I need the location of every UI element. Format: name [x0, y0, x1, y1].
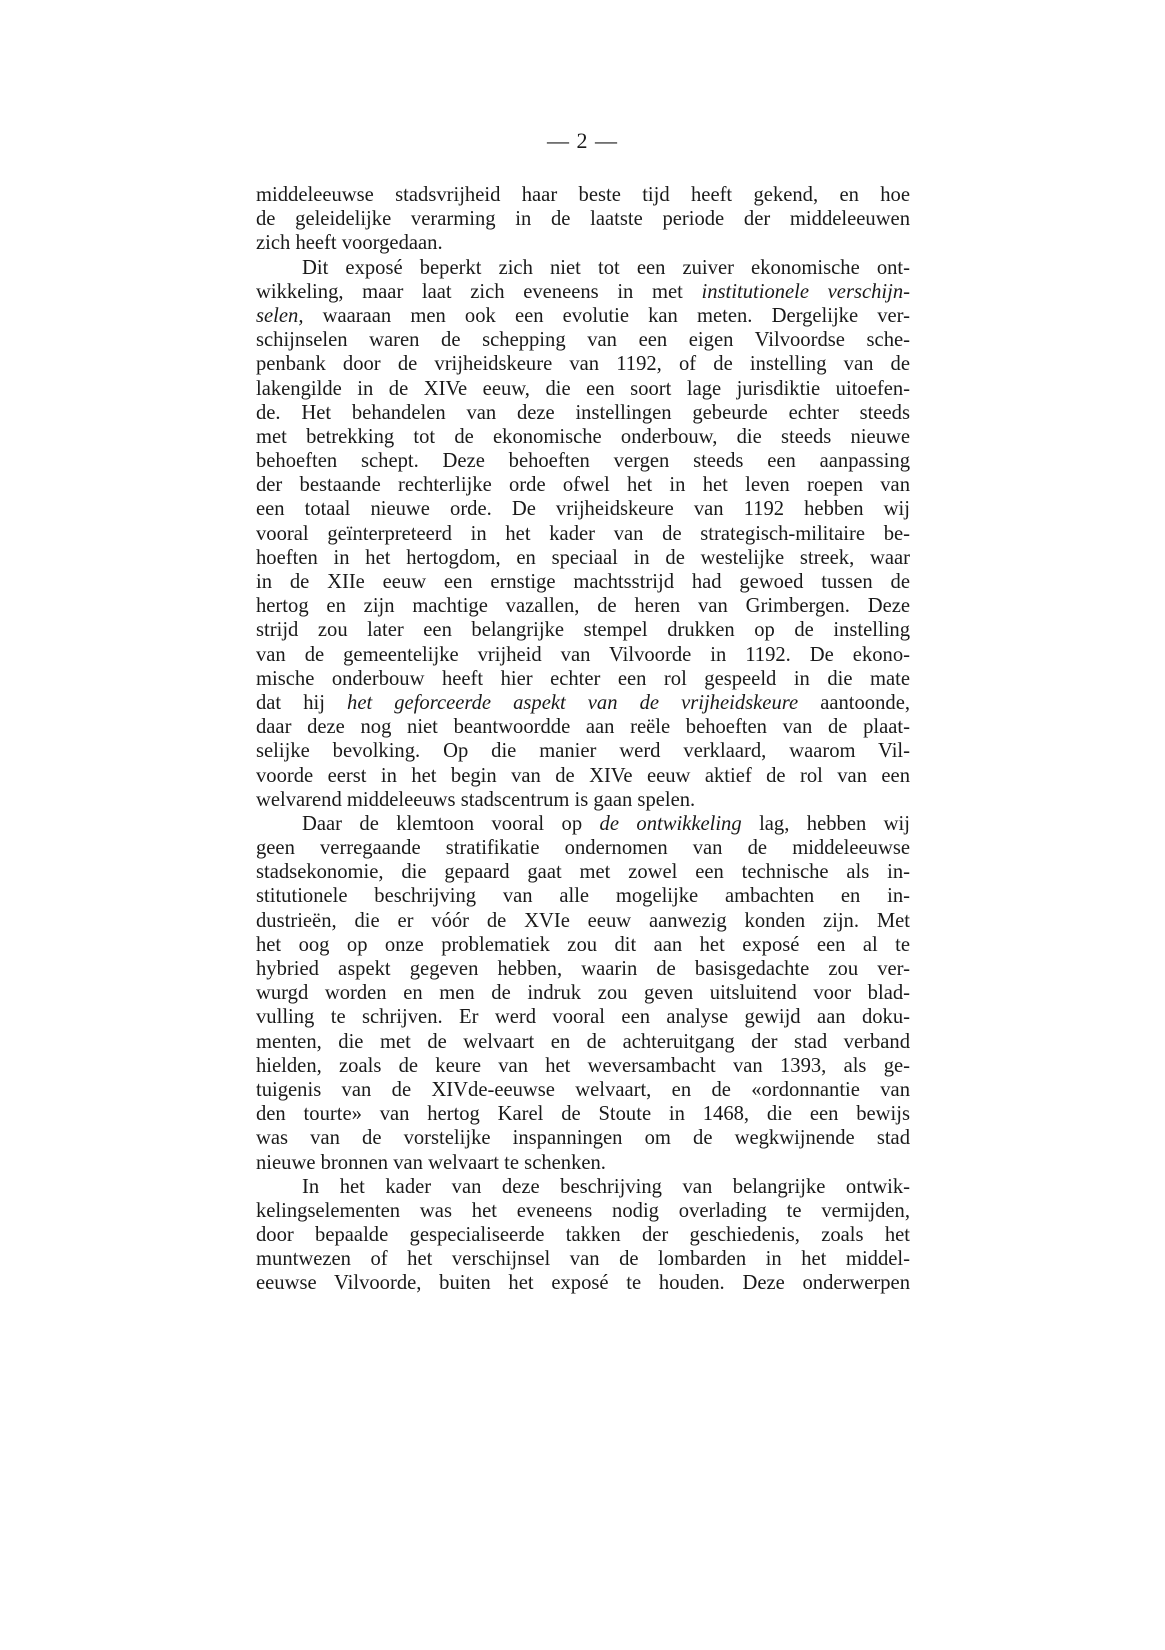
text-segment: Daar de klemtoon vooral op	[302, 812, 583, 835]
text-line: dustrieën, die er vóór de XVIe eeuw aanwezig konden zijn. Met	[256, 909, 910, 932]
text-line: door bepaalde gespecialiseerde takken der geschiedenis, zoals het	[256, 1224, 910, 1247]
text-line: schijnselen waren de schepping van een eigen Vilvoordse sche-	[256, 329, 910, 352]
text-line: vooral geïnterpreteerd in het kader van de strategisch-militaire be-	[256, 522, 910, 545]
body-text	[256, 183, 910, 1296]
text-line: daar deze nog niet beantwoordde aan reële behoeften van de plaat-	[256, 716, 910, 739]
text-line	[256, 280, 910, 304]
text-line: met betrekking tot de ekonomische onderbouw, die steeds nieuwe	[256, 425, 910, 448]
text-line	[256, 812, 910, 836]
paragraph-4	[256, 1175, 910, 1296]
italic-term: de ontwikkeling	[599, 812, 742, 835]
text-line: hoeften in het hertogdom, en speciaal in de westelijke streek, waar	[256, 546, 910, 569]
text-line: de geleidelijke verarming in de laatste periode der middeleeuwen	[256, 208, 910, 231]
text-line: mische onderbouw heeft hier echter een rol gespeeld in die mate	[256, 667, 910, 690]
text-line: de. Het behandelen van deze instellingen gebeurde echter steeds	[256, 401, 910, 424]
text-line: stitutionele beschrijving van alle mogelijke ambachten en in-	[256, 885, 910, 908]
italic-term: selen,	[256, 304, 304, 327]
text-line: nieuwe bronnen van welvaart te schenken.	[256, 1151, 606, 1174]
text-line: hybried aspekt gegeven hebben, waarin de basisgedachte zou ver-	[256, 958, 910, 980]
italic-term: het geforceerde aspekt van de vrijheidskeure	[347, 691, 799, 714]
text-line: eeuwse Vilvoorde, buiten het exposé te houden. Deze onderwerpen	[256, 1272, 910, 1295]
text-segment: wikkeling, maar laat zich eveneens in met	[256, 280, 683, 303]
text-line	[256, 691, 910, 715]
text-segment: aantoonde,	[820, 691, 910, 714]
text-line: welvarend middeleeuws stadscentrum is gaan spelen.	[256, 788, 696, 811]
text-line: geen verregaande stratifikatie ondernomen van de middeleeuwse	[256, 837, 910, 860]
paragraph-1	[256, 183, 910, 256]
text-segment: dat hij	[256, 691, 325, 714]
text-line: in de XIIe eeuw een ernstige machtsstrijd had gewoed tussen de	[256, 571, 910, 593]
text-line: Dit exposé beperkt zich niet tot een zuiver ekonomische ont-	[302, 256, 910, 279]
text-line: den tourte» van hertog Karel de Stoute in 1468, die een bewijs	[256, 1103, 910, 1126]
text-line: kelingselementen was het eveneens nodig overlading te vermijden,	[256, 1199, 910, 1222]
text-line	[256, 304, 910, 328]
text-line: vulling te schrijven. Er werd vooral een analyse gewijd aan doku-	[256, 1006, 910, 1029]
text-line: stadsekonomie, die gepaard gaat met zowel een technische als in-	[256, 861, 910, 884]
text-line: voorde eerst in het begin van de XIVe eeuw aktief de rol van een	[256, 764, 910, 787]
text-line: wurgd worden en men de indruk zou geven uitsluitend voor blad-	[256, 982, 910, 1005]
text-line: strijd zou later een belangrijke stempel drukken op de instelling	[256, 619, 910, 642]
text-line: selijke bevolking. Op die manier werd verklaard, waarom Vil-	[256, 740, 910, 763]
text-line: tuigenis van de XIVde-eeuwse welvaart, en de «ordonnantie van	[256, 1078, 910, 1101]
page-number: — 2 —	[547, 128, 618, 153]
text-segment: lag, hebben wij	[759, 812, 910, 835]
text-line: het oog op onze problematiek zou dit aan het exposé een al te	[256, 933, 910, 956]
text-line: een totaal nieuwe orde. De vrijheidskeure van 1192 hebben wij	[256, 498, 910, 521]
text-line: hielden, zoals de keure van het weversambacht van 1393, als ge-	[256, 1054, 910, 1077]
text-line: behoeften schept. Deze behoeften vergen steeds een aanpassing	[256, 450, 910, 473]
text-line: In het kader van deze beschrijving van belangrijke ontwik-	[302, 1175, 910, 1198]
text-line: hertog en zijn machtige vazallen, de heren van Grimbergen. Deze	[256, 595, 910, 618]
italic-term: institutionele verschijn-	[701, 280, 911, 303]
text-line: menten, die met de welvaart en de achteruitgang der stad verband	[256, 1030, 910, 1053]
text-line: lakengilde in de XIVe eeuw, die een soort lage jurisdiktie uitoefen-	[256, 377, 910, 400]
text-line: zich heeft voorgedaan.	[256, 232, 443, 255]
text-line: der bestaande rechterlijke orde ofwel het in het leven roepen van	[256, 474, 910, 497]
text-line: penbank door de vrijheidskeure van 1192, of de instelling van de	[256, 353, 910, 376]
text-line: van de gemeentelijke vrijheid van Vilvoorde in 1192. De ekono-	[256, 643, 910, 666]
paragraph-2	[256, 256, 910, 812]
text-line: was van de vorstelijke inspanningen om de wegkwijnende stad	[256, 1127, 910, 1150]
paragraph-3	[256, 812, 910, 1175]
text-line: muntwezen of het verschijnsel van de lombarden in het middel-	[256, 1248, 910, 1271]
text-segment: waaraan men ook een evolutie kan meten. Dergelijke ver-	[322, 304, 910, 327]
text-line: middeleeuwse stadsvrijheid haar beste tijd heeft gekend, en hoe	[256, 184, 910, 206]
